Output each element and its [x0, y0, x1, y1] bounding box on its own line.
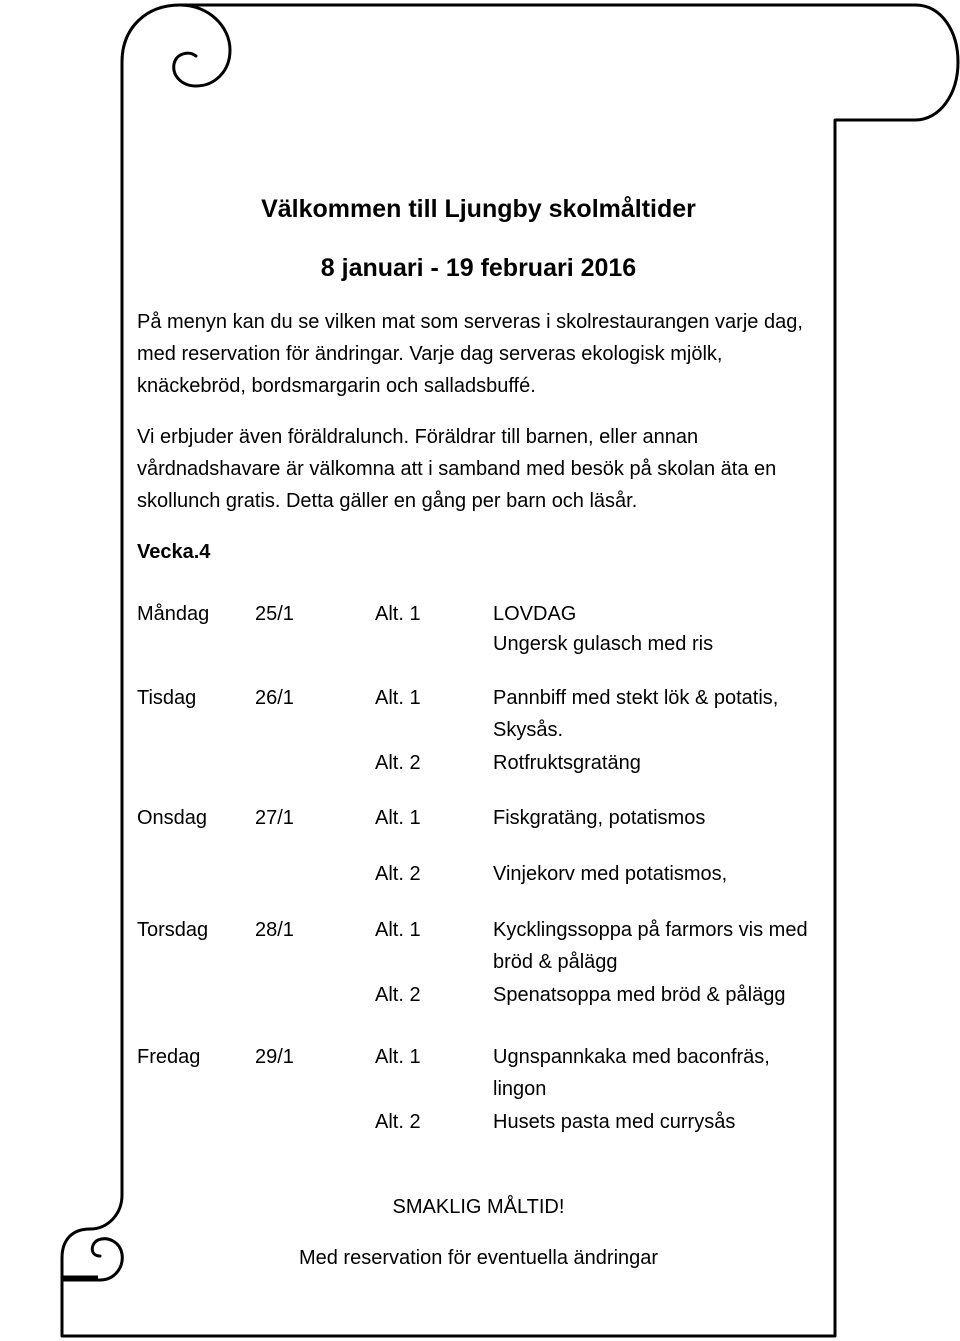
- alt-label: Alt. 2: [375, 984, 421, 1006]
- day-name: Onsdag: [137, 807, 208, 829]
- page-title: Välkommen till Ljungby skolmåltider: [261, 195, 696, 223]
- dish-line: LOVDAG: [493, 603, 577, 625]
- day-date: 26/1: [255, 687, 294, 709]
- dish-line: Husets pasta med currysås: [493, 1111, 736, 1133]
- day-name: Torsdag: [137, 919, 209, 941]
- day-date: 27/1: [255, 807, 294, 829]
- alt-label: Alt. 2: [375, 863, 421, 885]
- alt-label: Alt. 1: [375, 603, 421, 625]
- week-heading: Vecka.4: [137, 541, 211, 563]
- day-date: 28/1: [255, 919, 294, 941]
- dish-line: Pannbiff med stekt lök & potatis,: [493, 687, 779, 709]
- dish-line: Fiskgratäng, potatismos: [493, 807, 706, 829]
- dish-line: Ugnspannkaka med baconfräs,: [493, 1046, 770, 1068]
- parent-lunch-line: Vi erbjuder även föräldralunch. Föräldrar till barnen, eller annan: [137, 426, 699, 448]
- day-date: 25/1: [255, 603, 294, 625]
- day-name: Måndag: [137, 603, 210, 625]
- closing-greeting: SMAKLIG MÅLTID!: [392, 1196, 565, 1218]
- dish-line: Kycklingssoppa på farmors vis med: [493, 919, 808, 941]
- dish-line: bröd & pålägg: [493, 951, 618, 973]
- dish-line: Spenatsoppa med bröd & pålägg: [493, 984, 786, 1006]
- alt-label: Alt. 2: [375, 752, 421, 774]
- dish-line: lingon: [493, 1078, 547, 1100]
- disclaimer-note: Med reservation för eventuella ändringar: [298, 1247, 659, 1269]
- parent-lunch-line: skollunch gratis. Detta gäller en gång per barn och läsår.: [137, 490, 638, 512]
- intro-line: knäckebröd, bordsmargarin och salladsbuffé.: [137, 375, 536, 397]
- dish-line: Skysås.: [493, 719, 564, 741]
- day-name: Fredag: [137, 1046, 201, 1068]
- menu-period: 8 januari - 19 februari 2016: [320, 254, 637, 282]
- intro-line: På menyn kan du se vilken mat som serveras i skolrestaurangen varje dag,: [137, 311, 803, 333]
- dish-line: Rotfruktsgratäng: [493, 752, 641, 774]
- day-name: Tisdag: [137, 687, 197, 709]
- intro-line: med reservation för ändringar. Varje dag serveras ekologisk mjölk,: [137, 343, 723, 365]
- parent-lunch-line: vårdnadshavare är välkomna att i samband med besök på skolan äta en: [137, 458, 777, 480]
- day-date: 29/1: [255, 1046, 294, 1068]
- dish-line: Ungersk gulasch med ris: [493, 633, 714, 655]
- alt-label: Alt. 1: [375, 1046, 421, 1068]
- alt-label: Alt. 1: [375, 807, 421, 829]
- alt-label: Alt. 1: [375, 919, 421, 941]
- alt-label: Alt. 1: [375, 687, 421, 709]
- alt-label: Alt. 2: [375, 1111, 421, 1133]
- dish-line: Vinjekorv med potatismos,: [493, 863, 728, 885]
